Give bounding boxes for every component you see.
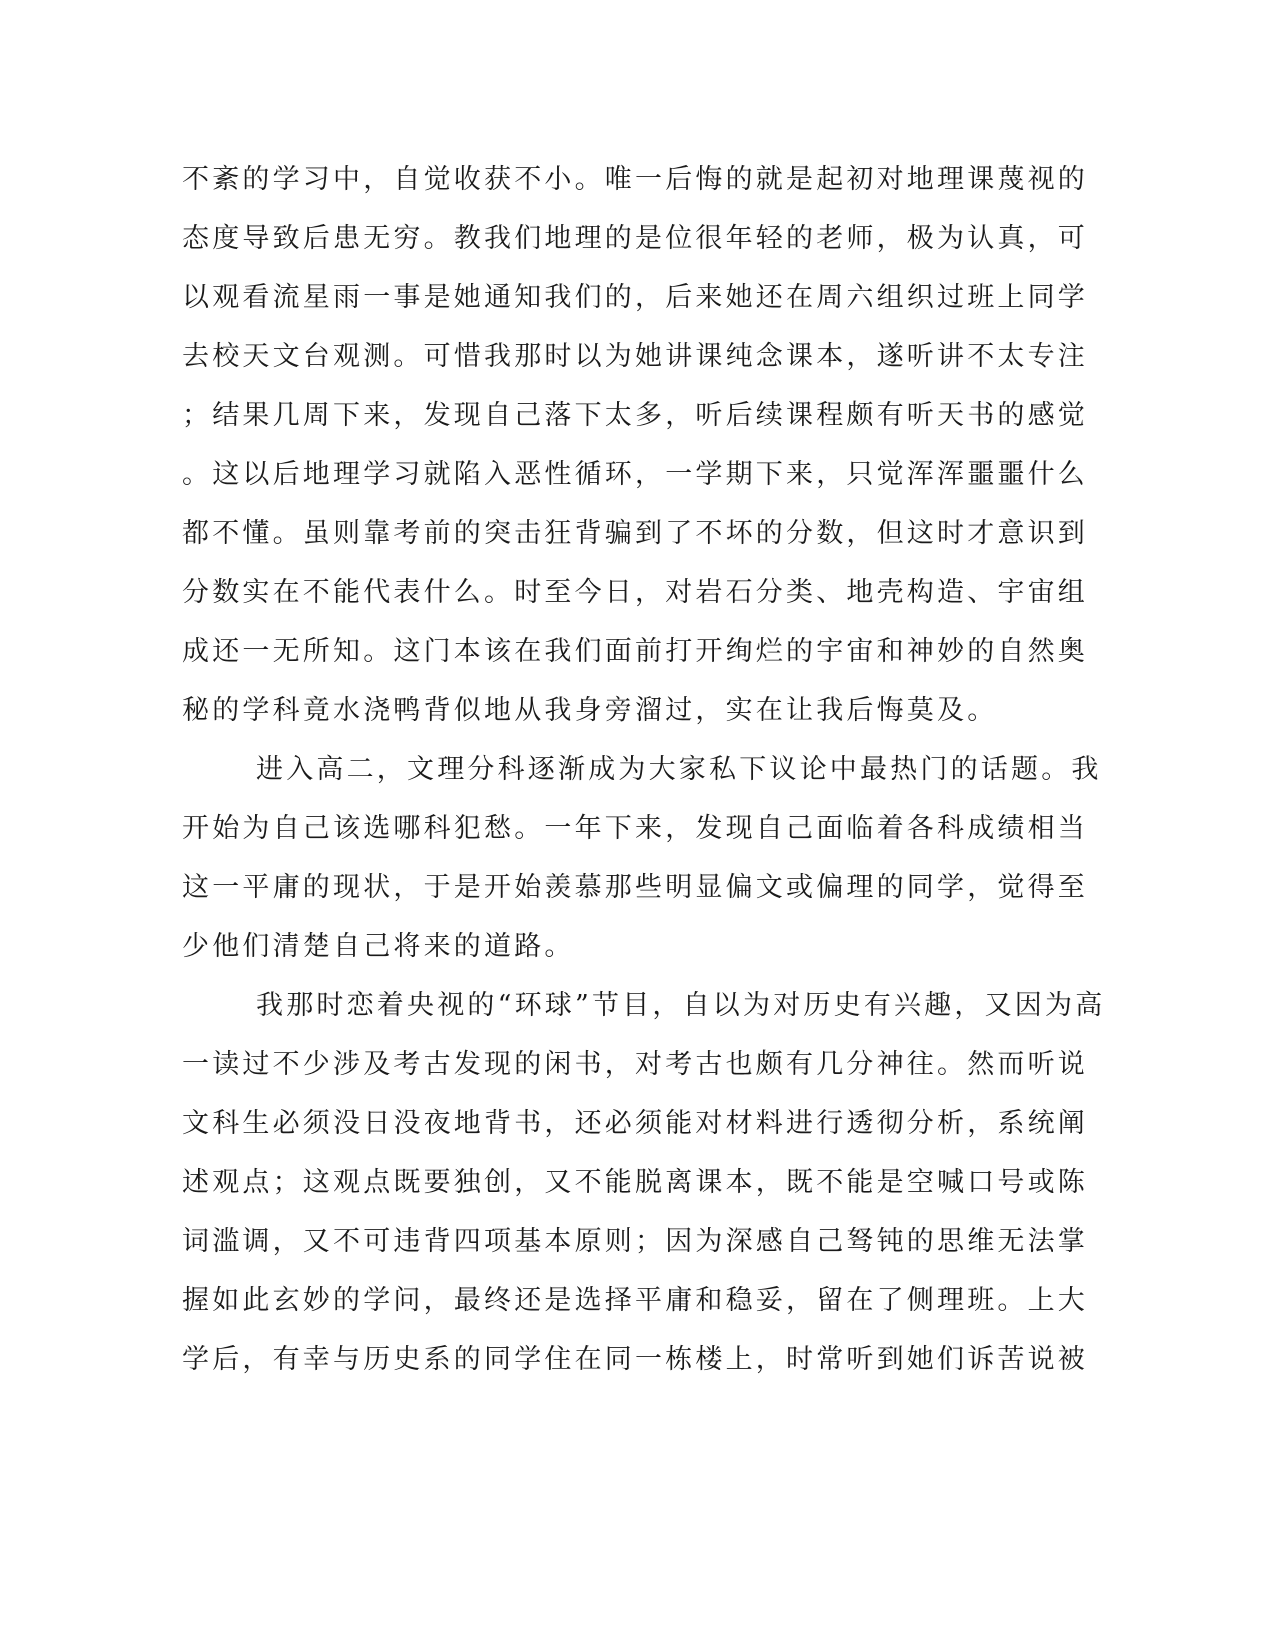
text-line: 态度导致后患无穷。教我们地理的是位很年轻的老师，极为认真，可: [182, 223, 1088, 254]
text-line: 都不懂。虽则靠考前的突击狂背骗到了不坏的分数，但这时才意识到: [182, 518, 1088, 549]
text-line: 不紊的学习中，自觉收获不小。唯一后悔的就是起初对地理课蔑视的: [182, 164, 1088, 195]
text-line: 去校天文台观测。可惜我那时以为她讲课纯念课本，遂听讲不太专注: [182, 341, 1088, 372]
text-line: 学后，有幸与历史系的同学住在同一栋楼上，时常听到她们诉苦说被: [182, 1344, 1088, 1375]
text-line: 开始为自己该选哪科犯愁。一年下来，发现自己面临着各科成绩相当: [182, 813, 1088, 844]
text-line: 述观点；这观点既要独创，又不能脱离课本，既不能是空喊口号或陈: [182, 1167, 1088, 1198]
text-line: 分数实在不能代表什么。时至今日，对岩石分类、地壳构造、宇宙组: [182, 577, 1088, 608]
text-line: 文科生必须没日没夜地背书，还必须能对材料进行透彻分析，系统阐: [182, 1108, 1088, 1139]
paragraph-first-line: 我那时恋着央视的“环球”节目，自以为对历史有兴趣，又因为高: [256, 990, 1106, 1021]
paragraph-first-line: 进入高二，文理分科逐渐成为大家私下议论中最热门的话题。我: [256, 754, 1102, 785]
text-line: 以观看流星雨一事是她通知我们的，后来她还在周六组织过班上同学: [182, 282, 1088, 313]
text-line: 。这以后地理学习就陷入恶性循环，一学期下来，只觉浑浑噩噩什么: [182, 459, 1088, 490]
text-line: 握如此玄妙的学问，最终还是选择平庸和稳妥，留在了侧理班。上大: [182, 1285, 1088, 1316]
text-line: 词滥调，又不可违背四项基本原则；因为深感自己驽钝的思维无法掌: [182, 1226, 1088, 1257]
text-line: ；结果几周下来，发现自己落下太多，听后续课程颇有听天书的感觉: [182, 400, 1088, 431]
text-line: 少他们清楚自己将来的道路。: [182, 931, 575, 962]
text-line: 秘的学科竟水浇鸭背似地从我身旁溜过，实在让我后悔莫及。: [182, 695, 998, 726]
text-line: 成还一无所知。这门本该在我们面前打开绚烂的宇宙和神妙的自然奥: [182, 636, 1088, 667]
text-line: 这一平庸的现状，于是开始羡慕那些明显偏文或偏理的同学，觉得至: [182, 872, 1088, 903]
text-line: 一读过不少涉及考古发现的闲书，对考古也颇有几分神往。然而听说: [182, 1049, 1088, 1080]
